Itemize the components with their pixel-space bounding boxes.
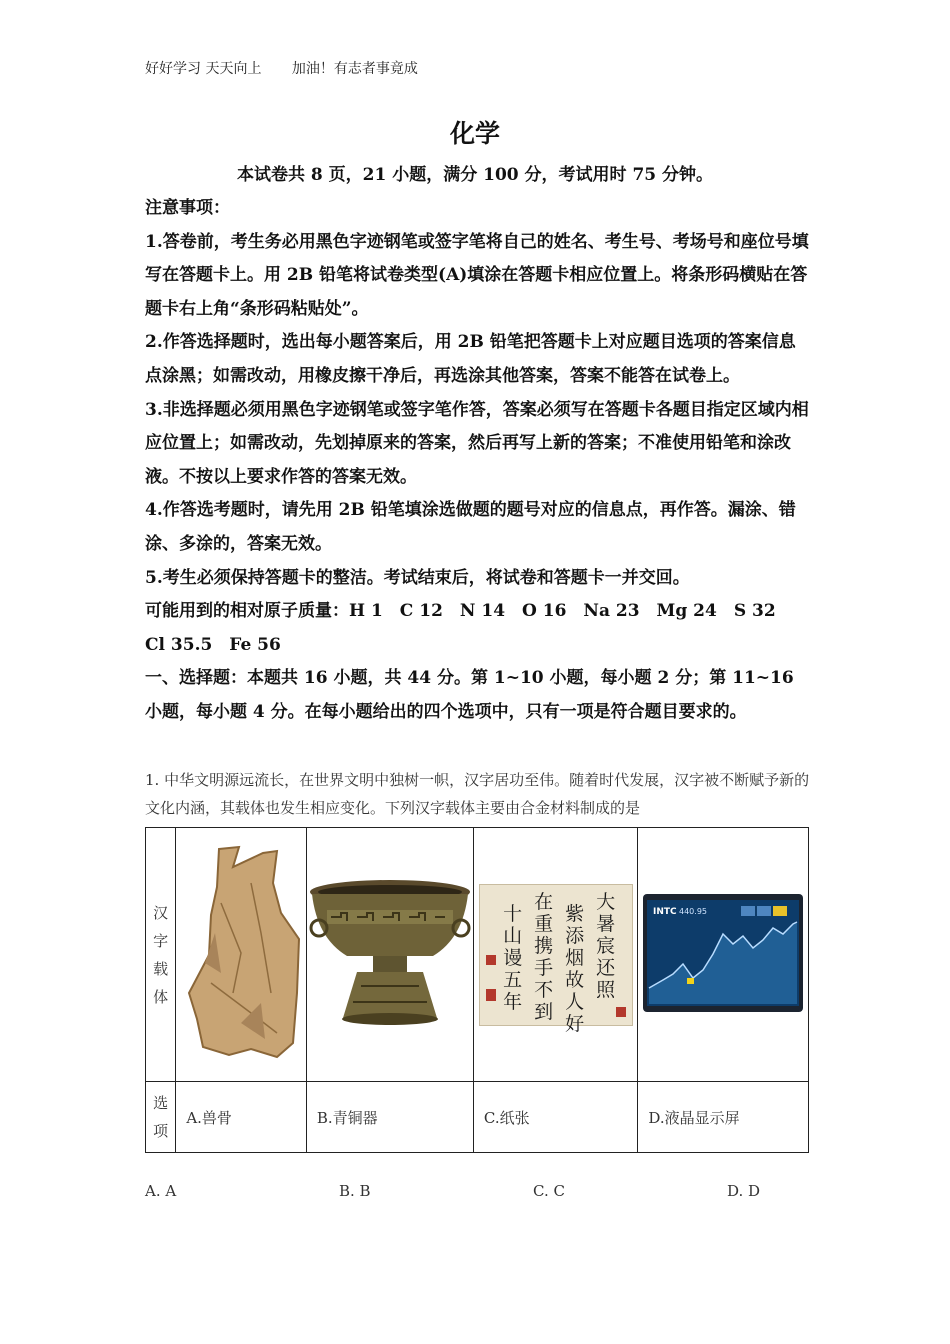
calligraphy-char: 添 bbox=[565, 924, 585, 947]
calligraphy-char: 重 bbox=[534, 912, 554, 935]
row-header-carrier bbox=[146, 828, 176, 1082]
calligraphy-char: 山 bbox=[503, 924, 523, 947]
notes-heading: 注意事项： bbox=[145, 198, 230, 218]
calligraphy-char: 手 bbox=[534, 956, 554, 979]
calligraphy-column bbox=[531, 891, 557, 1023]
row-header-char: 体 bbox=[153, 987, 169, 1006]
row-header-char: 字 bbox=[153, 931, 169, 950]
calligraphy-char: 烟 bbox=[565, 946, 585, 969]
note-item: 1.答卷前，考生务必用黑色字迹钢笔或签字笔将自己的姓名、考生号、考场号和座位号填写在答题卡上。用 2B 铅笔将试卷类型(A)填涂在答题卡相应位置上。将条形码横贴在答题卡右上角“条形码粘贴处”。 bbox=[145, 231, 809, 319]
calligraphy-char: 还 bbox=[596, 956, 616, 979]
note-item: 3.非选择题必须用黑色字迹钢笔或签字笔作答，答案必须写在答题卡各题目指定区域内相应位置上；如需改动，先划掉原来的答案，然后再写上新的答案；不准使用铅笔和涂改液。不按以上要求作答的答案无效。 bbox=[145, 399, 809, 487]
row-header-char: 项 bbox=[153, 1122, 169, 1140]
atomic-masses: 可能用到的相对原子质量：H 1 C 12 N 14 O 16 Na 23 Mg 24 S 32 Cl 35.5 Fe 56 bbox=[145, 601, 793, 655]
note-item: 2.作答选择题时，选出每小题答案后，用 2B 铅笔把答题卡上对应题目选项的答案信息点涂黑；如需改动，用橡皮擦干净后，再选涂其他答案，答案不能答在试卷上。 bbox=[145, 332, 796, 386]
bronze-vessel-cell bbox=[306, 828, 473, 1082]
price-label: 440.95 bbox=[679, 906, 708, 916]
answer-choice-a[interactable]: A. A bbox=[145, 1182, 177, 1200]
calligraphy-char: 宸 bbox=[596, 934, 616, 957]
oracle-bone-image bbox=[181, 843, 301, 1063]
calligraphy-char: 到 bbox=[534, 1000, 554, 1023]
answer-choice-d[interactable]: D. D bbox=[727, 1182, 761, 1200]
answer-choice-b[interactable]: B. B bbox=[339, 1182, 371, 1200]
note-item: 5.考生必须保持答题卡的整洁。考试结束后，将试卷和答题卡一并交回。 bbox=[145, 567, 690, 588]
calligraphy-char: 紫 bbox=[565, 902, 585, 925]
calligraphy-char: 好 bbox=[565, 1012, 585, 1035]
header-motto-left: 好好学习 天天向上 bbox=[145, 61, 262, 77]
option-c-cell: C.纸张 bbox=[473, 1082, 638, 1153]
row-header-char: 汉 bbox=[153, 903, 169, 922]
row-header-options bbox=[146, 1082, 176, 1153]
calligraphy-char: 五 bbox=[503, 968, 523, 991]
oracle-bone-cell bbox=[176, 828, 307, 1082]
row-header-char: 选 bbox=[153, 1094, 169, 1112]
calligraphy-char: 年 bbox=[503, 990, 523, 1013]
note-item: 4.作答选考题时，请先用 2B 铅笔填涂选做题的题号对应的信息点，再作答。漏涂、错涂、多涂的，答案无效。 bbox=[145, 500, 796, 554]
calligraphy-char: 照 bbox=[596, 978, 616, 1001]
calligraphy-column bbox=[500, 903, 526, 1013]
calligraphy-column bbox=[562, 903, 588, 1035]
ticker-label: INTC bbox=[653, 906, 677, 917]
row-header-carrier-text bbox=[146, 899, 175, 1011]
calligraphy-char: 故 bbox=[565, 968, 585, 991]
lcd-screen-image bbox=[643, 894, 803, 1012]
row-header-char: 载 bbox=[153, 959, 169, 978]
exam-subtitle: 本试卷共 8 页，21 小题，满分 100 分，考试用时 75 分钟。 bbox=[236, 165, 714, 185]
carrier-image-row bbox=[146, 828, 809, 1082]
calligraphy-char: 大 bbox=[596, 890, 616, 913]
answer-choice-c[interactable]: C. C bbox=[533, 1182, 565, 1200]
calligraphy-cell bbox=[473, 828, 638, 1082]
row-header-options-text bbox=[146, 1089, 175, 1145]
bronze-vessel-image bbox=[307, 878, 473, 1028]
section-heading: 一、选择题：本题共 16 小题，共 44 分。第 1~10 小题，每小题 2 分；第 11~16 小题，每小题 4 分。在每小题给出的四个选项中，只有一项是符合题目要求的。 bbox=[145, 668, 794, 722]
calligraphy-char: 在 bbox=[534, 890, 554, 913]
question-1-stem: 1. 中华文明源远流长，在世界文明中独树一帜，汉字居功至伟。随着时代发展，汉字被不断赋予新的文化内涵，其载体也发生相应变化。下列汉字载体主要由合金材料制成的是 bbox=[145, 771, 810, 817]
carrier-table bbox=[145, 827, 809, 1153]
calligraphy-char: 十 bbox=[503, 902, 523, 925]
header-motto-right: 加油！有志者事竟成 bbox=[291, 61, 418, 77]
calligraphy-char: 人 bbox=[565, 990, 585, 1013]
calligraphy-char: 暑 bbox=[596, 912, 616, 935]
exam-title: 化学 bbox=[449, 119, 500, 148]
instructions bbox=[145, 192, 810, 730]
page-header bbox=[145, 58, 444, 78]
calligraphy-char: 携 bbox=[534, 934, 554, 957]
option-d-cell: D.液晶显示屏 bbox=[638, 1082, 809, 1153]
option-b-cell: B.青铜器 bbox=[306, 1082, 473, 1153]
calligraphy-column bbox=[593, 891, 619, 1001]
calligraphy-char: 不 bbox=[534, 978, 554, 1001]
calligraphy-char: 谩 bbox=[503, 946, 523, 969]
option-a-cell: A.兽骨 bbox=[176, 1082, 307, 1153]
calligraphy-image bbox=[479, 884, 633, 1035]
lcd-screen-cell bbox=[638, 828, 809, 1082]
options-row bbox=[146, 1082, 809, 1153]
